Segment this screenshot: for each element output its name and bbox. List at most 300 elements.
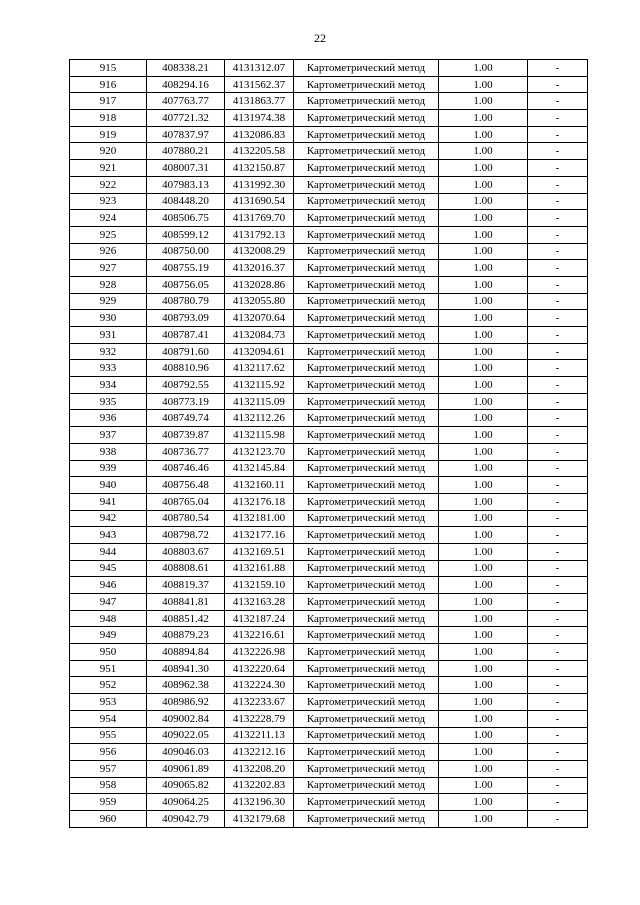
x-coordinate-cell: 408599.12	[147, 226, 225, 243]
accuracy-cell: 1.00	[439, 527, 528, 544]
y-coordinate-cell: 4132179.68	[225, 810, 294, 827]
table-row	[70, 460, 588, 477]
accuracy-cell: 1.00	[439, 810, 528, 827]
point-number-cell: 927	[70, 260, 147, 277]
table-row	[70, 744, 588, 761]
table-row	[70, 393, 588, 410]
table-row	[70, 594, 588, 611]
description-cell: -	[528, 310, 588, 327]
table-row	[70, 560, 588, 577]
accuracy-cell: 1.00	[439, 777, 528, 794]
table-row	[70, 343, 588, 360]
method-cell: Картометрический метод	[294, 627, 439, 644]
table-row	[70, 410, 588, 427]
x-coordinate-cell: 408787.41	[147, 327, 225, 344]
point-number-cell: 917	[70, 93, 147, 110]
method-cell: Картометрический метод	[294, 510, 439, 527]
y-coordinate-cell: 4131863.77	[225, 93, 294, 110]
description-cell: -	[528, 560, 588, 577]
table-row	[70, 243, 588, 260]
accuracy-cell: 1.00	[439, 260, 528, 277]
table-row	[70, 710, 588, 727]
method-cell: Картометрический метод	[294, 527, 439, 544]
x-coordinate-cell: 407983.13	[147, 176, 225, 193]
x-coordinate-cell: 407880.21	[147, 143, 225, 160]
accuracy-cell: 1.00	[439, 760, 528, 777]
table-row	[70, 527, 588, 544]
accuracy-cell: 1.00	[439, 143, 528, 160]
accuracy-cell: 1.00	[439, 610, 528, 627]
point-number-cell: 925	[70, 226, 147, 243]
y-coordinate-cell: 4132112.26	[225, 410, 294, 427]
accuracy-cell: 1.00	[439, 727, 528, 744]
description-cell: -	[528, 60, 588, 77]
point-number-cell: 935	[70, 393, 147, 410]
point-number-cell: 949	[70, 627, 147, 644]
method-cell: Картометрический метод	[294, 293, 439, 310]
method-cell: Картометрический метод	[294, 243, 439, 260]
accuracy-cell: 1.00	[439, 560, 528, 577]
y-coordinate-cell: 4132016.37	[225, 260, 294, 277]
x-coordinate-cell: 407763.77	[147, 93, 225, 110]
table-row	[70, 810, 588, 827]
method-cell: Картометрический метод	[294, 760, 439, 777]
y-coordinate-cell: 4132160.11	[225, 477, 294, 494]
x-coordinate-cell: 408819.37	[147, 577, 225, 594]
method-cell: Картометрический метод	[294, 327, 439, 344]
method-cell: Картометрический метод	[294, 226, 439, 243]
point-number-cell: 932	[70, 343, 147, 360]
point-number-cell: 929	[70, 293, 147, 310]
description-cell: -	[528, 694, 588, 711]
x-coordinate-cell: 408810.96	[147, 360, 225, 377]
y-coordinate-cell: 4132161.88	[225, 560, 294, 577]
method-cell: Картометрический метод	[294, 660, 439, 677]
method-cell: Картометрический метод	[294, 143, 439, 160]
method-cell: Картометрический метод	[294, 60, 439, 77]
y-coordinate-cell: 4132117.62	[225, 360, 294, 377]
accuracy-cell: 1.00	[439, 76, 528, 93]
x-coordinate-cell: 408791.60	[147, 343, 225, 360]
accuracy-cell: 1.00	[439, 276, 528, 293]
method-cell: Картометрический метод	[294, 93, 439, 110]
method-cell: Картометрический метод	[294, 577, 439, 594]
y-coordinate-cell: 4132084.73	[225, 327, 294, 344]
method-cell: Картометрический метод	[294, 794, 439, 811]
x-coordinate-cell: 408736.77	[147, 443, 225, 460]
table-row	[70, 677, 588, 694]
description-cell: -	[528, 377, 588, 394]
description-cell: -	[528, 360, 588, 377]
x-coordinate-cell: 409022.05	[147, 727, 225, 744]
description-cell: -	[528, 627, 588, 644]
point-number-cell: 940	[70, 477, 147, 494]
y-coordinate-cell: 4132070.64	[225, 310, 294, 327]
x-coordinate-cell: 408506.75	[147, 210, 225, 227]
method-cell: Картометрический метод	[294, 193, 439, 210]
table-row	[70, 260, 588, 277]
table-row	[70, 627, 588, 644]
description-cell: -	[528, 143, 588, 160]
accuracy-cell: 1.00	[439, 110, 528, 127]
x-coordinate-cell: 408879.23	[147, 627, 225, 644]
y-coordinate-cell: 4132228.79	[225, 710, 294, 727]
point-number-cell: 934	[70, 377, 147, 394]
description-cell: -	[528, 677, 588, 694]
y-coordinate-cell: 4132196.30	[225, 794, 294, 811]
x-coordinate-cell: 408808.61	[147, 560, 225, 577]
point-number-cell: 926	[70, 243, 147, 260]
y-coordinate-cell: 4131792.13	[225, 226, 294, 243]
accuracy-cell: 1.00	[439, 443, 528, 460]
y-coordinate-cell: 4132055.80	[225, 293, 294, 310]
description-cell: -	[528, 327, 588, 344]
accuracy-cell: 1.00	[439, 510, 528, 527]
table-row	[70, 210, 588, 227]
description-cell: -	[528, 427, 588, 444]
x-coordinate-cell: 408007.31	[147, 160, 225, 177]
accuracy-cell: 1.00	[439, 627, 528, 644]
description-cell: -	[528, 460, 588, 477]
x-coordinate-cell: 408803.67	[147, 543, 225, 560]
table-row	[70, 327, 588, 344]
description-cell: -	[528, 260, 588, 277]
y-coordinate-cell: 4132226.98	[225, 644, 294, 661]
x-coordinate-cell: 408755.19	[147, 260, 225, 277]
point-number-cell: 954	[70, 710, 147, 727]
table-row	[70, 694, 588, 711]
description-cell: -	[528, 443, 588, 460]
point-number-cell: 952	[70, 677, 147, 694]
accuracy-cell: 1.00	[439, 794, 528, 811]
y-coordinate-cell: 4132163.28	[225, 594, 294, 611]
point-number-cell: 923	[70, 193, 147, 210]
point-number-cell: 922	[70, 176, 147, 193]
point-number-cell: 939	[70, 460, 147, 477]
x-coordinate-cell: 408941.30	[147, 660, 225, 677]
description-cell: -	[528, 510, 588, 527]
method-cell: Картометрический метод	[294, 427, 439, 444]
description-cell: -	[528, 477, 588, 494]
table-row	[70, 443, 588, 460]
table-row	[70, 377, 588, 394]
description-cell: -	[528, 343, 588, 360]
x-coordinate-cell: 408773.19	[147, 393, 225, 410]
description-cell: -	[528, 126, 588, 143]
method-cell: Картометрический метод	[294, 710, 439, 727]
y-coordinate-cell: 4132233.67	[225, 694, 294, 711]
description-cell: -	[528, 577, 588, 594]
method-cell: Картометрический метод	[294, 210, 439, 227]
description-cell: -	[528, 93, 588, 110]
x-coordinate-cell: 407721.32	[147, 110, 225, 127]
point-number-cell: 957	[70, 760, 147, 777]
accuracy-cell: 1.00	[439, 694, 528, 711]
point-number-cell: 958	[70, 777, 147, 794]
table-body	[70, 60, 588, 828]
table-row	[70, 126, 588, 143]
y-coordinate-cell: 4132211.13	[225, 727, 294, 744]
description-cell: -	[528, 660, 588, 677]
table-row	[70, 794, 588, 811]
method-cell: Картометрический метод	[294, 810, 439, 827]
x-coordinate-cell: 409061.89	[147, 760, 225, 777]
method-cell: Картометрический метод	[294, 594, 439, 611]
method-cell: Картометрический метод	[294, 694, 439, 711]
y-coordinate-cell: 4132115.09	[225, 393, 294, 410]
point-number-cell: 920	[70, 143, 147, 160]
x-coordinate-cell: 408780.79	[147, 293, 225, 310]
table-row	[70, 543, 588, 560]
accuracy-cell: 1.00	[439, 744, 528, 761]
description-cell: -	[528, 76, 588, 93]
description-cell: -	[528, 777, 588, 794]
x-coordinate-cell: 408749.74	[147, 410, 225, 427]
description-cell: -	[528, 710, 588, 727]
accuracy-cell: 1.00	[439, 677, 528, 694]
description-cell: -	[528, 193, 588, 210]
point-number-cell: 948	[70, 610, 147, 627]
point-number-cell: 951	[70, 660, 147, 677]
point-number-cell: 931	[70, 327, 147, 344]
method-cell: Картометрический метод	[294, 777, 439, 794]
point-number-cell: 959	[70, 794, 147, 811]
accuracy-cell: 1.00	[439, 710, 528, 727]
point-number-cell: 943	[70, 527, 147, 544]
x-coordinate-cell: 407837.97	[147, 126, 225, 143]
description-cell: -	[528, 493, 588, 510]
point-number-cell: 933	[70, 360, 147, 377]
description-cell: -	[528, 760, 588, 777]
y-coordinate-cell: 4132208.20	[225, 760, 294, 777]
point-number-cell: 946	[70, 577, 147, 594]
table-row	[70, 360, 588, 377]
method-cell: Картометрический метод	[294, 393, 439, 410]
description-cell: -	[528, 243, 588, 260]
accuracy-cell: 1.00	[439, 377, 528, 394]
description-cell: -	[528, 610, 588, 627]
point-number-cell: 953	[70, 694, 147, 711]
x-coordinate-cell: 408448.20	[147, 193, 225, 210]
point-number-cell: 915	[70, 60, 147, 77]
table-row	[70, 110, 588, 127]
y-coordinate-cell: 4132145.84	[225, 460, 294, 477]
method-cell: Картометрический метод	[294, 126, 439, 143]
y-coordinate-cell: 4132224.30	[225, 677, 294, 694]
y-coordinate-cell: 4132205.58	[225, 143, 294, 160]
point-number-cell: 916	[70, 76, 147, 93]
x-coordinate-cell: 408841.81	[147, 594, 225, 611]
y-coordinate-cell: 4132150.87	[225, 160, 294, 177]
point-number-cell: 955	[70, 727, 147, 744]
point-number-cell: 924	[70, 210, 147, 227]
y-coordinate-cell: 4132159.10	[225, 577, 294, 594]
x-coordinate-cell: 409002.84	[147, 710, 225, 727]
method-cell: Картометрический метод	[294, 160, 439, 177]
x-coordinate-cell: 408851.42	[147, 610, 225, 627]
page-number: 22	[314, 31, 326, 45]
y-coordinate-cell: 4132216.61	[225, 627, 294, 644]
method-cell: Картометрический метод	[294, 360, 439, 377]
accuracy-cell: 1.00	[439, 477, 528, 494]
y-coordinate-cell: 4131312.07	[225, 60, 294, 77]
x-coordinate-cell: 409042.79	[147, 810, 225, 827]
accuracy-cell: 1.00	[439, 226, 528, 243]
description-cell: -	[528, 276, 588, 293]
accuracy-cell: 1.00	[439, 393, 528, 410]
x-coordinate-cell: 408294.16	[147, 76, 225, 93]
table-row	[70, 276, 588, 293]
point-number-cell: 941	[70, 493, 147, 510]
method-cell: Картометрический метод	[294, 727, 439, 744]
table-row	[70, 143, 588, 160]
accuracy-cell: 1.00	[439, 293, 528, 310]
method-cell: Картометрический метод	[294, 176, 439, 193]
table-row	[70, 727, 588, 744]
table-row	[70, 760, 588, 777]
description-cell: -	[528, 594, 588, 611]
point-number-cell: 937	[70, 427, 147, 444]
y-coordinate-cell: 4132123.70	[225, 443, 294, 460]
point-number-cell: 944	[70, 543, 147, 560]
x-coordinate-cell: 409064.25	[147, 794, 225, 811]
method-cell: Картометрический метод	[294, 310, 439, 327]
point-number-cell: 921	[70, 160, 147, 177]
description-cell: -	[528, 176, 588, 193]
y-coordinate-cell: 4132115.98	[225, 427, 294, 444]
point-number-cell: 936	[70, 410, 147, 427]
method-cell: Картометрический метод	[294, 744, 439, 761]
table-row	[70, 93, 588, 110]
y-coordinate-cell: 4132086.83	[225, 126, 294, 143]
coordinates-table	[69, 59, 588, 828]
y-coordinate-cell: 4131562.37	[225, 76, 294, 93]
x-coordinate-cell: 408765.04	[147, 493, 225, 510]
y-coordinate-cell: 4132187.24	[225, 610, 294, 627]
x-coordinate-cell: 408798.72	[147, 527, 225, 544]
x-coordinate-cell: 409046.03	[147, 744, 225, 761]
method-cell: Картометрический метод	[294, 276, 439, 293]
y-coordinate-cell: 4132176.18	[225, 493, 294, 510]
method-cell: Картометрический метод	[294, 460, 439, 477]
point-number-cell: 956	[70, 744, 147, 761]
table-row	[70, 310, 588, 327]
x-coordinate-cell: 408750.00	[147, 243, 225, 260]
description-cell: -	[528, 110, 588, 127]
table-row	[70, 610, 588, 627]
point-number-cell: 945	[70, 560, 147, 577]
method-cell: Картометрический метод	[294, 76, 439, 93]
point-number-cell: 928	[70, 276, 147, 293]
accuracy-cell: 1.00	[439, 427, 528, 444]
accuracy-cell: 1.00	[439, 410, 528, 427]
table-row	[70, 226, 588, 243]
x-coordinate-cell: 408793.09	[147, 310, 225, 327]
y-coordinate-cell: 4132028.86	[225, 276, 294, 293]
table-row	[70, 577, 588, 594]
method-cell: Картометрический метод	[294, 377, 439, 394]
x-coordinate-cell: 408962.38	[147, 677, 225, 694]
accuracy-cell: 1.00	[439, 193, 528, 210]
description-cell: -	[528, 727, 588, 744]
method-cell: Картометрический метод	[294, 343, 439, 360]
x-coordinate-cell: 408739.87	[147, 427, 225, 444]
method-cell: Картометрический метод	[294, 677, 439, 694]
table-row	[70, 293, 588, 310]
y-coordinate-cell: 4132169.51	[225, 543, 294, 560]
y-coordinate-cell: 4131974.38	[225, 110, 294, 127]
description-cell: -	[528, 644, 588, 661]
point-number-cell: 919	[70, 126, 147, 143]
method-cell: Картометрический метод	[294, 443, 439, 460]
method-cell: Картометрический метод	[294, 543, 439, 560]
x-coordinate-cell: 408894.84	[147, 644, 225, 661]
method-cell: Картометрический метод	[294, 644, 439, 661]
point-number-cell: 918	[70, 110, 147, 127]
y-coordinate-cell: 4132008.29	[225, 243, 294, 260]
table-row	[70, 427, 588, 444]
table-row	[70, 193, 588, 210]
point-number-cell: 930	[70, 310, 147, 327]
accuracy-cell: 1.00	[439, 327, 528, 344]
method-cell: Картометрический метод	[294, 110, 439, 127]
accuracy-cell: 1.00	[439, 660, 528, 677]
description-cell: -	[528, 794, 588, 811]
accuracy-cell: 1.00	[439, 93, 528, 110]
description-cell: -	[528, 160, 588, 177]
method-cell: Картометрический метод	[294, 410, 439, 427]
y-coordinate-cell: 4132181.00	[225, 510, 294, 527]
point-number-cell: 938	[70, 443, 147, 460]
y-coordinate-cell: 4132220.64	[225, 660, 294, 677]
y-coordinate-cell: 4132202.83	[225, 777, 294, 794]
table-row	[70, 510, 588, 527]
method-cell: Картометрический метод	[294, 260, 439, 277]
x-coordinate-cell: 408792.55	[147, 377, 225, 394]
table-row	[70, 493, 588, 510]
x-coordinate-cell: 408756.05	[147, 276, 225, 293]
description-cell: -	[528, 410, 588, 427]
point-number-cell: 960	[70, 810, 147, 827]
x-coordinate-cell: 408746.46	[147, 460, 225, 477]
accuracy-cell: 1.00	[439, 543, 528, 560]
table-row	[70, 660, 588, 677]
description-cell: -	[528, 527, 588, 544]
accuracy-cell: 1.00	[439, 594, 528, 611]
table-row	[70, 160, 588, 177]
accuracy-cell: 1.00	[439, 126, 528, 143]
y-coordinate-cell: 4132212.16	[225, 744, 294, 761]
table-row	[70, 176, 588, 193]
accuracy-cell: 1.00	[439, 210, 528, 227]
x-coordinate-cell: 408756.48	[147, 477, 225, 494]
description-cell: -	[528, 810, 588, 827]
accuracy-cell: 1.00	[439, 310, 528, 327]
accuracy-cell: 1.00	[439, 644, 528, 661]
accuracy-cell: 1.00	[439, 160, 528, 177]
method-cell: Картометрический метод	[294, 560, 439, 577]
accuracy-cell: 1.00	[439, 360, 528, 377]
description-cell: -	[528, 393, 588, 410]
y-coordinate-cell: 4132115.92	[225, 377, 294, 394]
method-cell: Картометрический метод	[294, 493, 439, 510]
table-row	[70, 60, 588, 77]
table-row	[70, 644, 588, 661]
accuracy-cell: 1.00	[439, 577, 528, 594]
y-coordinate-cell: 4131769.70	[225, 210, 294, 227]
accuracy-cell: 1.00	[439, 243, 528, 260]
accuracy-cell: 1.00	[439, 343, 528, 360]
